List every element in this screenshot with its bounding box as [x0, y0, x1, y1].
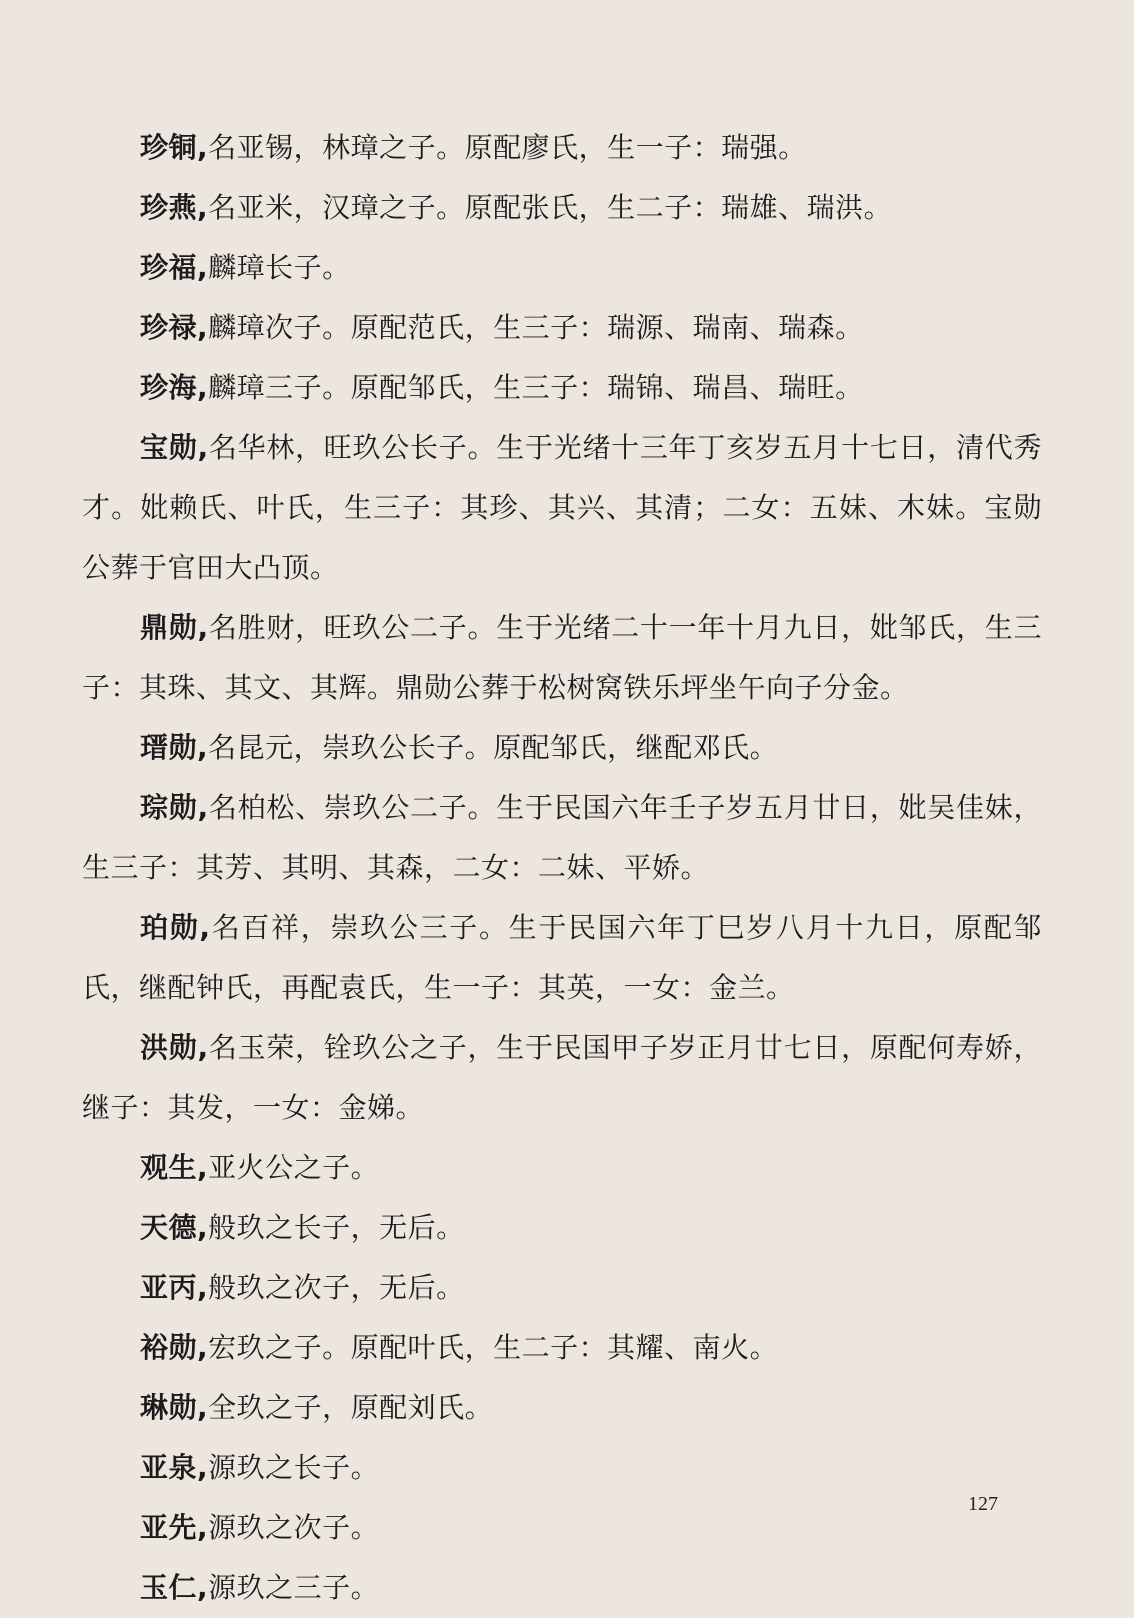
entry-name: 亚丙,: [140, 1271, 209, 1304]
entry: [82, 1438, 1042, 1498]
entry-name: 宝勋,: [140, 431, 209, 464]
entry-text: 名玉荣，铨玖公之子，生于民国甲子岁正月廿七日，原配何寿娇，继子：其发，一女：金娣。: [82, 1031, 1042, 1124]
entry-name: 玉仁,: [140, 1571, 209, 1604]
page-number: 127: [968, 1493, 998, 1515]
entry-name: 瑨勋,: [140, 731, 209, 764]
entry-name: 珀勋,: [140, 911, 211, 944]
entry-name: 珍铜,: [140, 131, 209, 164]
entry: [82, 1378, 1042, 1438]
entry-text: 源玖之长子。: [208, 1451, 380, 1484]
entry-name: 鼎勋,: [140, 611, 209, 644]
entry-text: 源玖之次子。: [208, 1511, 380, 1544]
entry-text: 名百祥，崇玖公三子。生于民国六年丁巳岁八月十九日，原配邹氏，继配钟氏，再配袁氏，生一子：其英，一女：金兰。: [82, 911, 1042, 1004]
entry-text: 名亚锡，林璋之子。原配廖氏，生一子：瑞强。: [208, 131, 807, 164]
entry: [82, 238, 1042, 298]
entry-text: 源玖之三子。: [208, 1571, 380, 1604]
entry-name: 亚泉,: [140, 1451, 209, 1484]
entry-text: 麟璋三子。原配邹氏，生三子：瑞锦、瑞昌、瑞旺。: [208, 371, 864, 404]
entry-text: 名昆元，崇玖公长子。原配邹氏，继配邓氏。: [208, 731, 779, 764]
entry: [82, 418, 1042, 598]
entry: [82, 358, 1042, 418]
entry-text: 全玖之子，原配刘氏。: [208, 1391, 494, 1424]
entry-name: 珍禄,: [140, 311, 209, 344]
entry: [82, 1018, 1042, 1138]
entry-text: 麟璋次子。原配范氏，生三子：瑞源、瑞南、瑞森。: [208, 311, 864, 344]
entry-text: 宏玖之子。原配叶氏，生二子：其耀、南火。: [208, 1331, 779, 1364]
entry-text: 名亚米，汉璋之子。原配张氏，生二子：瑞雄、瑞洪。: [208, 191, 893, 224]
entry: [82, 778, 1042, 898]
entry-name: 洪勋,: [140, 1031, 209, 1064]
entry-text: 麟璋长子。: [208, 251, 351, 284]
entry: [82, 718, 1042, 778]
entry: [82, 1498, 1042, 1558]
entry-text: 亚火公之子。: [208, 1151, 380, 1184]
entry: [82, 178, 1042, 238]
entry: [82, 898, 1042, 1018]
entry-text: 名胜财，旺玖公二子。生于光绪二十一年十月九日，妣邹氏，生三子：其珠、其文、其辉。鼎勋公葬于松树窝铁乐坪坐午向子分金。: [82, 611, 1042, 704]
entry: [82, 1198, 1042, 1258]
entry-name: 观生,: [140, 1151, 209, 1184]
entry-name: 天德,: [140, 1211, 209, 1244]
entry: [82, 1558, 1042, 1618]
entry: [82, 1258, 1042, 1318]
entry-name: 珍福,: [140, 251, 209, 284]
entry: [82, 298, 1042, 358]
entry-text: 名柏松、崇玖公二子。生于民国六年壬子岁五月廿日，妣吴佳妹，生三子：其芳、其明、其森，二女：二妹、平娇。: [82, 791, 1042, 884]
entry-text: 般玖之次子，无后。: [208, 1271, 465, 1304]
entry-text: 般玖之长子，无后。: [208, 1211, 465, 1244]
entry-name: 珍燕,: [140, 191, 209, 224]
genealogy-entries: [82, 118, 1042, 1618]
entry-name: 亚先,: [140, 1511, 209, 1544]
entry-name: 琳勋,: [140, 1391, 209, 1424]
entry-name: 琮勋,: [140, 791, 209, 824]
entry: [82, 1318, 1042, 1378]
entry-text: 名华林，旺玖公长子。生于光绪十三年丁亥岁五月十七日，清代秀才。妣赖氏、叶氏，生三子：其珍、其兴、其清；二女：五妹、木妹。宝勋公葬于官田大凸顶。: [82, 431, 1042, 584]
entry: [82, 1138, 1042, 1198]
entry-name: 裕勋,: [140, 1331, 209, 1364]
entry: [82, 118, 1042, 178]
entry: [82, 598, 1042, 718]
entry-name: 珍海,: [140, 371, 209, 404]
